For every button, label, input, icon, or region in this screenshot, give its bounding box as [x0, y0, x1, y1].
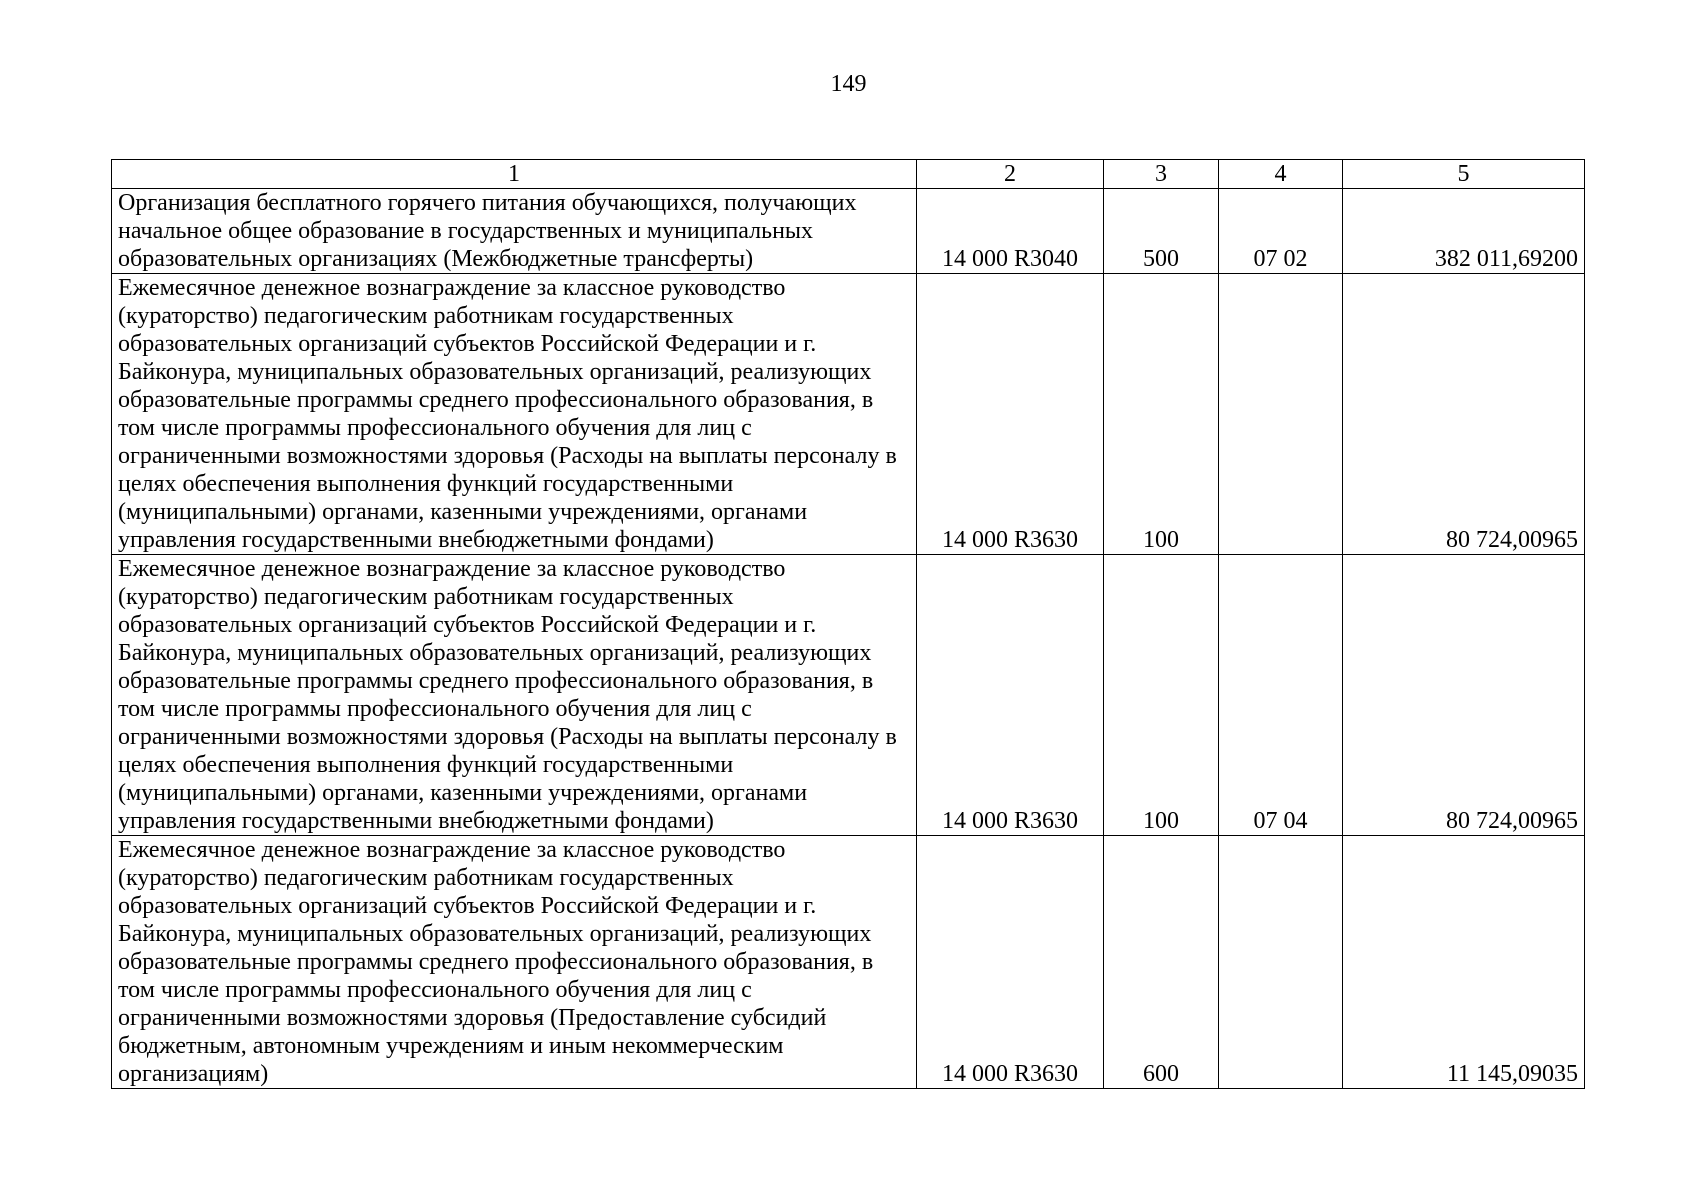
row-section [1219, 836, 1343, 1089]
budget-table [111, 159, 1585, 1089]
column-header-5: 5 [1343, 160, 1585, 189]
row-type: 100 [1104, 274, 1219, 555]
row-type: 100 [1104, 555, 1219, 836]
table-row [112, 555, 1585, 836]
row-amount: 80 724,00965 [1343, 555, 1585, 836]
row-amount: 11 145,09035 [1343, 836, 1585, 1089]
column-header-1: 1 [112, 160, 917, 189]
row-section: 07 02 [1219, 189, 1343, 274]
page-number: 149 [830, 71, 867, 97]
row-name: Ежемесячное денежное вознаграждение за классное руководство (кураторство) педагогическим работникам государственных образовательных организаций субъектов Российской Федерации и г. Байконура, муниципальных образовательных организаций, реализующих образовательные программы среднего профессионального образования, в том числе программы профессионального обучения для лиц с ограниченными возможностями здоровья (Предоставление субсидий бюджетным, автономным учреждениям и иным некоммерческим организациям) [112, 836, 917, 1089]
column-header-2: 2 [917, 160, 1104, 189]
row-code: 14 000 R3040 [917, 189, 1104, 274]
column-header-3: 3 [1104, 160, 1219, 189]
row-amount: 80 724,00965 [1343, 274, 1585, 555]
header-row [112, 160, 1585, 189]
row-name: Ежемесячное денежное вознаграждение за классное руководство (кураторство) педагогическим работникам государственных образовательных организаций субъектов Российской Федерации и г. Байконура, муниципальных образовательных организаций, реализующих образовательные программы среднего профессионального образования, в том числе программы профессионального обучения для лиц с ограниченными возможностями здоровья (Расходы на выплаты персоналу в целях обеспечения выполнения функций государственными (муниципальными) органами, казенными учреждениями, органами управления государственными внебюджетными фондами) [112, 274, 917, 555]
row-code: 14 000 R3630 [917, 274, 1104, 555]
row-amount: 382 011,69200 [1343, 189, 1585, 274]
row-code: 14 000 R3630 [917, 836, 1104, 1089]
row-section: 07 04 [1219, 555, 1343, 836]
table-row [112, 836, 1585, 1089]
row-type: 500 [1104, 189, 1219, 274]
row-name: Ежемесячное денежное вознаграждение за классное руководство (кураторство) педагогическим работникам государственных образовательных организаций субъектов Российской Федерации и г. Байконура, муниципальных образовательных организаций, реализующих образовательные программы среднего профессионального образования, в том числе программы профессионального обучения для лиц с ограниченными возможностями здоровья (Расходы на выплаты персоналу в целях обеспечения выполнения функций государственными (муниципальными) органами, казенными учреждениями, органами управления государственными внебюджетными фондами) [112, 555, 917, 836]
row-name: Организация бесплатного горячего питания обучающихся, получающих начальное общее образование в государственных и муниципальных образовательных организациях (Межбюджетные трансферты) [112, 189, 917, 274]
table-row [112, 274, 1585, 555]
table-row [112, 189, 1585, 274]
row-section [1219, 274, 1343, 555]
row-type: 600 [1104, 836, 1219, 1089]
row-code: 14 000 R3630 [917, 555, 1104, 836]
column-header-4: 4 [1219, 160, 1343, 189]
